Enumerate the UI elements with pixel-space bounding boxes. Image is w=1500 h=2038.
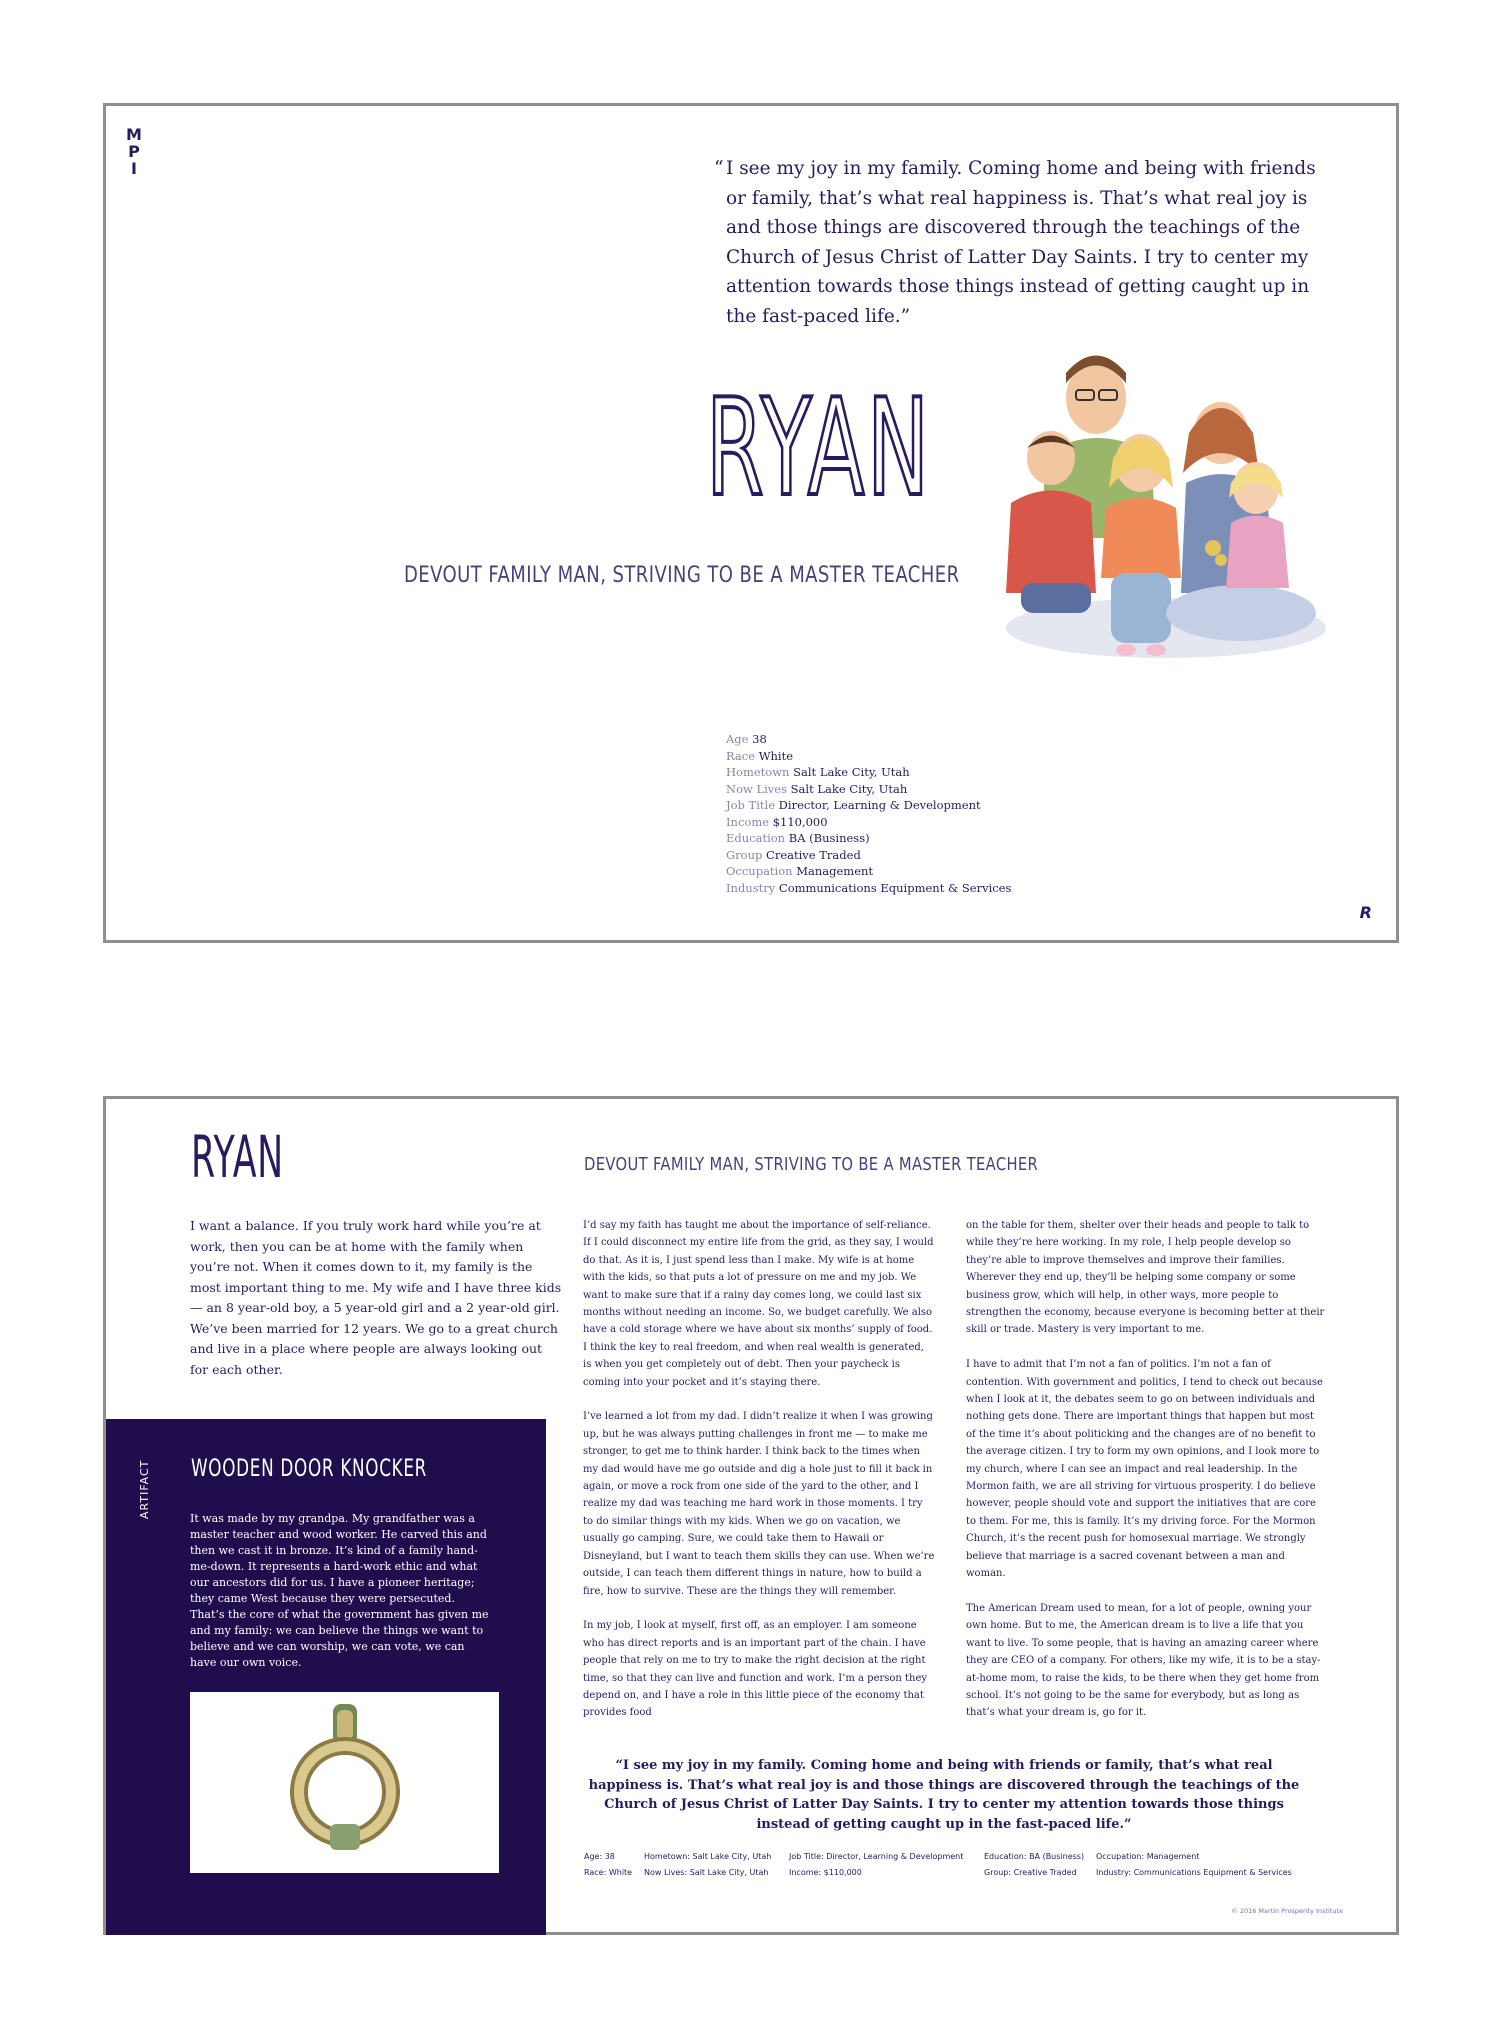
copyright: © 2016 Martin Prosperity Institute: [1231, 1907, 1343, 1915]
persona-name: RYAN: [191, 1123, 284, 1191]
stat-income: Income $110,000: [726, 814, 828, 829]
footer-income: Income: $110,000: [789, 1868, 862, 1877]
footer-industry: Industry: Communications Equipment & Services: [1096, 1868, 1292, 1877]
artifact-title: WOODEN DOOR KNOCKER: [191, 1454, 428, 1482]
body-paragraph: I’d say my faith has taught me about the importance of self-reliance. If I could disconnect my entire life from the grid, as they say, I would do that. As it is, I just spend less than I make. My wife is at home with the kids, so that puts a lot of pressure on me and my job. We want to make sure that if a rainy day comes long, we could last six months without needing an income. So, we budget carefully. We also have a cold storage where we have about six months’ supply of food. I think the key to real freedom, and when real wealth is generated, is when you get completely out of debt. Then your paycheck is coming into your pocket and it’s staying there.: [583, 1220, 934, 1388]
footer-now-lives: Now Lives: Salt Lake City, Utah: [644, 1868, 769, 1877]
persona-name: RYAN: [706, 370, 932, 526]
pull-quote: “I see my joy in my family. Coming home and being with friends or family, that’s what real happiness is. That’s what real joy is and those things are discovered through the teachings of the Church of Jesus Christ of Latter Day Saints. I try to center my attention towards those things instead of getting caught up in the fast-paced life.”: [588, 1758, 1300, 1832]
persona-stats: [726, 731, 1011, 896]
footer-job-title: Job Title: Director, Learning & Development: [789, 1852, 964, 1861]
body-column-left: [583, 1217, 935, 1739]
footer-education: Education: BA (Business): [984, 1852, 1085, 1861]
quote-open-mark: “: [714, 158, 724, 179]
stat-race: Race White: [726, 748, 794, 763]
footer-age: Age: 38: [584, 1852, 615, 1861]
corner-r-mark: R: [1359, 903, 1372, 922]
mpi-logo-m: M: [126, 125, 142, 144]
intro-paragraph: I want a balance. If you truly work hard while you’re at work, then you can be at home with the family when you’re not. When it comes down to it, my family is the most important thing to me. My wife and I have three kids — an 8 year-old boy, a 5 year-old girl and a 2 year-old girl. We’ve been married for 12 years. We go to a great church and live in a place where people are always looking out for each other.: [190, 1218, 562, 1377]
stat-age: Age 38: [726, 732, 767, 746]
quote-close-mark: ”: [900, 305, 911, 327]
footer-group: Group: Creative Traded: [984, 1868, 1077, 1877]
mpi-logo: [126, 126, 142, 177]
persona-tagline: DEVOUT FAMILY MAN, STRIVING TO BE A MASTER TEACHER: [584, 1154, 1039, 1175]
body-paragraph: on the table for them, shelter over their heads and people to talk to while they’re here working. In my role, I help people develop so they’re able to improve themselves and improve their families. Wherever they end up, they’ll be helping some company or some business grow, which will help, in other ways, more people to strengthen the economy, because everyone is becoming better at their skill or trade. Mastery is very important to me.: [966, 1220, 1325, 1336]
body-paragraph: The American Dream used to mean, for a lot of people, owning your own home. But to me, the American dream is to live a life that you want to live. To some people, that is having an amazing career where they are CEO of a company. For others, like my wife, it is to be a stay-at-home mom, to raise the kids, to be there when they get home from school. It’s not going to be the same for everybody, but as long as that’s what your dream is, go for it.: [966, 1602, 1321, 1719]
artifact-label: ARTIFACT: [138, 1459, 151, 1519]
profile-cover-page: [103, 103, 1399, 943]
stat-industry: Industry Communications Equipment & Services: [726, 880, 1012, 895]
profile-detail-page: [103, 1096, 1399, 1935]
persona-tagline: DEVOUT FAMILY MAN, STRIVING TO BE A MASTER TEACHER: [404, 563, 960, 588]
mpi-logo-i: I: [131, 159, 137, 178]
artifact-photo: [190, 1692, 499, 1873]
cover-quote-text: I see my joy in my family. Coming home and being with friends or family, that’s what real happiness is. That’s what real joy is and those things are discovered through the teachings of the Church of Jesus Christ of Latter Day Saints. I try to center my attention towards those things instead of getting caught up in the fast-paced life.: [726, 158, 1316, 327]
footer-hometown: Hometown: Salt Lake City, Utah: [644, 1852, 772, 1861]
stat-hometown: Hometown Salt Lake City, Utah: [726, 765, 910, 779]
stat-group: Group Creative Traded: [726, 847, 861, 862]
door-knocker-icon: [190, 1692, 499, 1873]
body-column-right: [966, 1217, 1326, 1739]
body-paragraph: I have to admit that I’m not a fan of politics. I’m not a fan of contention. With government and politics, I tend to check out because when I look at it, the debates seem to go on between individuals and nothing gets done. There are important things that happen but most of the time it’s about politicking and the changes are of no benefit to the average citizen. I try to form my own opinions, and I look more to my church, where I can see an impact and real leadership. In the Mormon faith, we are all striving for virtuous prosperity. I do believe however, people should vote and support the initiatives that are core to them. For me, this is family. It’s my driving force. For the Mormon Church, it’s the recent push for homosexual marriage. We strongly believe that marriage is a sacred covenant between a man and woman.: [966, 1359, 1323, 1580]
cover-quote: [714, 154, 1326, 331]
mpi-logo-p: P: [128, 142, 140, 161]
footer-occupation: Occupation: Management: [1096, 1852, 1200, 1861]
stat-occupation: Occupation Management: [726, 864, 874, 878]
artifact-panel: [106, 1419, 546, 1935]
body-paragraph: I’ve learned a lot from my dad. I didn’t realize it when I was growing up, but he was always putting challenges in front me — to make me stronger, to get me to think harder. I think back to the times when my dad would have me go outside and dig a hole just to fill it back in again, or move a rock from one side of the yard to the other, and I realize my dad was teaching me hard work in those moments. I try to do similar things with my kids. When we go on vacation, we usually go camping. Sure, we could take them to Hawaii or Disneyland, but I want to teach them skills they can use. When we’re outside, I can teach them different things in nature, how to build a fire, how to survive. These are the things they will remember.: [583, 1411, 935, 1597]
artifact-description: It was made by my grandpa. My grandfather was a master teacher and wood worker. He carved this and then we cast it in bronze. It’s kind of a family hand-me-down. It represents a hard-work ethic and what our ancestors did for us. I have a pioneer heritage; they came West because they were persecuted. That’s the core of what the government has given me and my family: we can believe the things we want to believe and we can worship, we can vote, we can have our own voice.: [190, 1512, 489, 1669]
stat-job-title: Job Title Director, Learning & Development: [726, 798, 981, 812]
stat-education: Education BA (Business): [726, 831, 870, 845]
family-illustration: [991, 338, 1341, 688]
stat-now-lives: Now Lives Salt Lake City, Utah: [726, 781, 908, 796]
footer-race: Race: White: [584, 1868, 633, 1877]
body-paragraph: In my job, I look at myself, first off, as an employer. I am someone who has direct reports and is an important part of the chain. I have people that rely on me to try to make the right decision at the right time, so that they can live and function and work. I’m a person they depend on, and I have a role in this little piece of the economy that provides food: [583, 1620, 928, 1719]
